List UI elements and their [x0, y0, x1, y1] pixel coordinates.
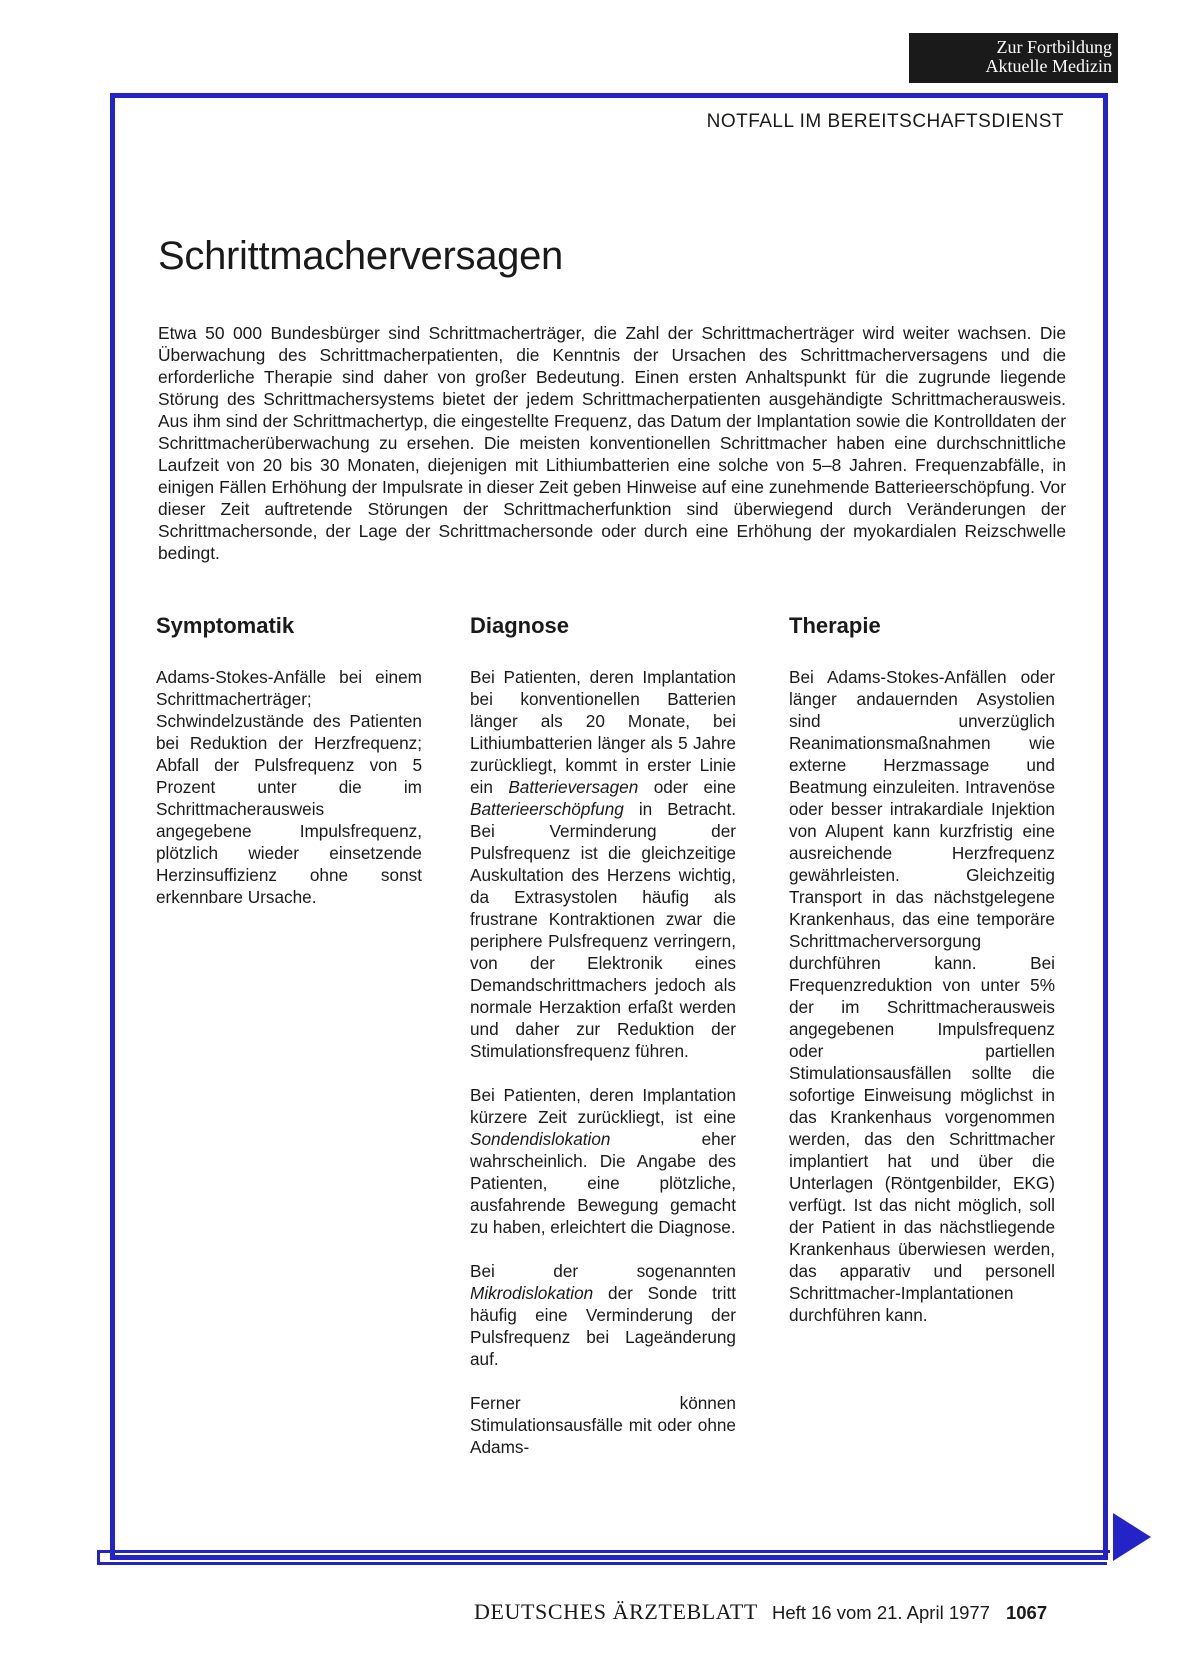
- text-run: Bei Patienten, deren Implantation kürzere Zeit zurückliegt, ist eine: [470, 1085, 736, 1127]
- frame-double-line-top: [97, 1550, 1110, 1553]
- text-run: der Sonde tritt häufig eine Verminderung der Pulsfrequenz bei Lageänderung auf.: [470, 1283, 736, 1369]
- heading-therapie: Therapie: [789, 613, 881, 638]
- text-run: eher wahrscheinlich. Die Angabe des Patienten, eine plötzliche, ausfahrende Bewegung gemacht zu haben, erleichtert die Diagnose.: [470, 1129, 736, 1237]
- section-badge: [909, 33, 1118, 83]
- symptomatik-paragraph: Adams-Stokes-Anfälle bei einem Schrittmacherträger; Schwindelzustände des Patienten bei Reduktion der Herzfrequenz; Abfall der Pulsfrequenz von 5 Prozent unter die im Schrittmacherausweis angegebene Impulsfrequenz, plötzlich wieder einsetzende Herzinsuffizienz ohne sonst erkennbare Ursache.: [156, 667, 422, 907]
- text-run: oder eine: [638, 777, 736, 797]
- emphasis-sondendislokation: Sondendislokation: [470, 1129, 611, 1149]
- page-footer: [474, 1599, 1047, 1625]
- continue-arrow-icon: [1113, 1513, 1151, 1561]
- page-number: 1067: [1005, 1602, 1048, 1623]
- diagnose-paragraph-4: Ferner können Stimulationsausfälle mit oder ohne Adams-: [470, 1393, 736, 1457]
- diagnose-paragraph-3: [470, 1260, 736, 1370]
- diagnose-paragraph-2: [470, 1084, 736, 1238]
- emphasis-batterieversagen: Batterieversagen: [508, 777, 639, 797]
- issue-info: Heft 16 vom 21. April 1977: [771, 1602, 990, 1623]
- column-symptomatik: [156, 612, 422, 930]
- badge-line-1: Zur Fortbildung: [996, 37, 1112, 57]
- column-therapie: [789, 612, 1055, 1348]
- emphasis-mikrodislokation: Mikrodislokation: [470, 1283, 594, 1303]
- article-title: Schrittmacherversagen: [158, 234, 563, 278]
- text-run: in Betracht. Bei Verminderung der Pulsfrequenz ist die gleichzeitige Auskultation des Herzens wichtig, da Extrasystolen häufig als frustrane Kontraktionen zwar die periphere Pulsfrequenz verringern, von der Elektronik eines Demandschrittmachers jedoch als normale Herzaktion erfaßt werden und daher zur Reduktion der Stimulationsfrequenz führen.: [470, 799, 736, 1061]
- therapie-paragraph: Bei Adams-Stokes-Anfällen oder länger andauernden Asystolien sind unverzüglich Reanimationsmaßnahmen wie externe Herzmassage und Beatmung einzuleiten. Intravenöse oder besser intrakardiale Injektion von Alupent kann kurzfristig eine ausreichende Herzfrequenz gewährleisten. Gleichzeitig Transport in das nächstgelegene Krankenhaus, das eine temporäre Schrittmacherversorgung durchführen kann. Bei Frequenzreduktion von unter 5% der im Schrittmacherausweis angegebenen Impulsfrequenz oder partiellen Stimulationsausfällen sollte die sofortige Einweisung möglichst in das Krankenhaus vorgenommen werden, das den Schrittmacher implantiert hat und über die Unterlagen (Röntgenbilder, EKG) verfügt. Ist das nicht möglich, soll der Patient in das nächstliegende Krankenhaus überwiesen werden, das apparativ und personell Schrittmacher-Implantationen durchführen kann.: [789, 667, 1055, 1325]
- badge-line-2: Aktuelle Medizin: [985, 56, 1112, 76]
- emphasis-batterieerschoepfung: Batterieerschöpfung: [470, 799, 624, 819]
- heading-symptomatik: Symptomatik: [156, 613, 295, 638]
- diagnose-paragraph-1: [470, 666, 736, 1062]
- column-diagnose: [470, 612, 736, 1480]
- intro-paragraph: Etwa 50 000 Bundesbürger sind Schrittmacherträger, die Zahl der Schrittmacherträger wird weiter wachsen. Die Überwachung des Schrittmacherpatienten, die Kenntnis der Ursachen des Schrittmacherversagens und die erforderliche Therapie sind daher von großer Bedeutung. Einen ersten Anhaltspunkt für die zugrunde liegende Störung des Schrittmachersystems bietet der jedem Schrittmacherpatienten ausgehändigte Schrittmacherausweis. Aus ihm sind der Schrittmachertyp, die eingestellte Frequenz, das Datum der Implantation sowie die Kontrolldaten der Schrittmacherüberwachung zu ersehen. Die meisten konventionellen Schrittmacher haben eine durchschnittliche Laufzeit von 20 bis 30 Monaten, diejenigen mit Lithiumbatterien eine solche von 5–8 Jahren. Frequenzabfälle, in einigen Fällen Erhöhung der Impulsrate in dieser Zeit geben Hinweise auf eine zunehmende Batterieerschöpfung. Vor dieser Zeit auftretende Störungen der Schrittmacherfunktion sind überwiegend durch Veränderungen der Schrittmachersonde, der Lage der Schrittmachersonde oder durch eine Erhöhung der myokardialen Reizschwelle bedingt.: [158, 323, 1066, 563]
- section-kicker: NOTFALL IM BEREITSCHAFTSDIENST: [706, 111, 1064, 132]
- text-run: Bei der sogenannten: [470, 1261, 736, 1281]
- frame-double-line-bottom: [97, 1562, 1107, 1565]
- journal-name: DEUTSCHES ÄRZTEBLATT: [474, 1599, 758, 1624]
- heading-diagnose: Diagnose: [470, 613, 570, 638]
- text-run: Bei Patienten, deren Implantation bei konventionellen Batterien länger als 20 Monate, bei Lithiumbatterien länger als 5 Jahre zurückliegt, kommt in erster Linie ein: [470, 667, 736, 797]
